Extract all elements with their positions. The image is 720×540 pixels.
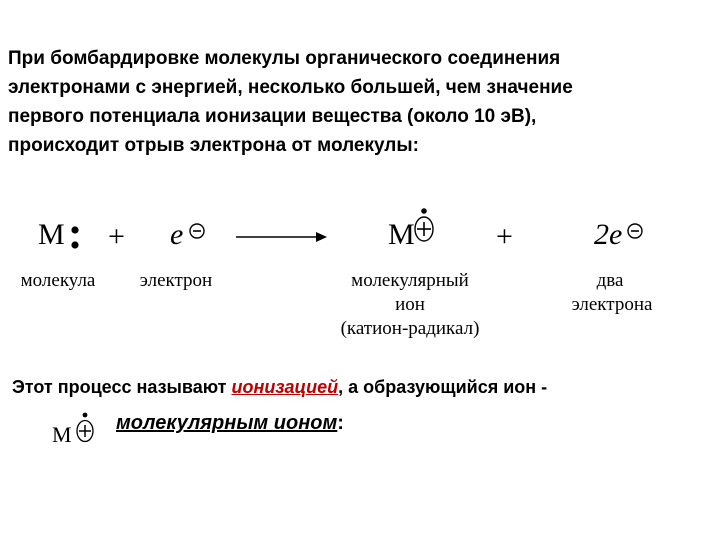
label-molecule: молекула bbox=[20, 270, 96, 291]
radical-cation-icon-2 bbox=[74, 410, 96, 446]
negative-charge-icon-2 bbox=[626, 222, 644, 240]
closing-prefix: Этот процесс называют bbox=[12, 377, 232, 397]
molecular-ion-term: молекулярным ионом bbox=[116, 412, 338, 434]
molecule-symbol: M bbox=[38, 218, 65, 251]
label-ion-line-1: молекулярный bbox=[351, 270, 469, 291]
ionization-term: ионизацией bbox=[231, 377, 339, 397]
label-electron: электрон bbox=[139, 270, 213, 291]
plus-sign: + bbox=[108, 220, 125, 253]
intro-line-1: При бомбардировке молекулы органического соединения bbox=[8, 48, 561, 69]
plus-sign-2: + bbox=[496, 220, 513, 253]
closing-suffix: , а образующийся ион - bbox=[338, 377, 548, 397]
electron-pair-icon bbox=[70, 225, 80, 251]
radical-cation-icon bbox=[412, 205, 436, 245]
colon: : bbox=[337, 412, 344, 434]
electron-symbol: e bbox=[170, 218, 184, 251]
intro-line-4: происходит отрыв электрона от молекулы: bbox=[8, 135, 419, 156]
intro-paragraph bbox=[8, 44, 708, 160]
reaction-arrow-icon bbox=[236, 230, 328, 244]
label-ion-line-2: ион bbox=[395, 294, 425, 315]
molecular-ion-line bbox=[116, 412, 344, 435]
closing-ion-symbol: M bbox=[52, 422, 72, 447]
closing-sentence bbox=[12, 377, 712, 398]
negative-charge-icon bbox=[188, 222, 206, 240]
label-ion-line-3: (катион-радикал) bbox=[340, 318, 480, 339]
label-two-line-1: два bbox=[596, 270, 624, 291]
ion-symbol: M bbox=[388, 218, 415, 251]
label-two-line-2: электрона bbox=[571, 294, 653, 315]
intro-line-3: первого потенциала ионизации вещества (около 10 эВ), bbox=[8, 106, 537, 127]
intro-line-2: электронами с энергией, несколько большей, чем значение bbox=[8, 77, 573, 98]
products-symbol: 2e bbox=[594, 218, 623, 251]
